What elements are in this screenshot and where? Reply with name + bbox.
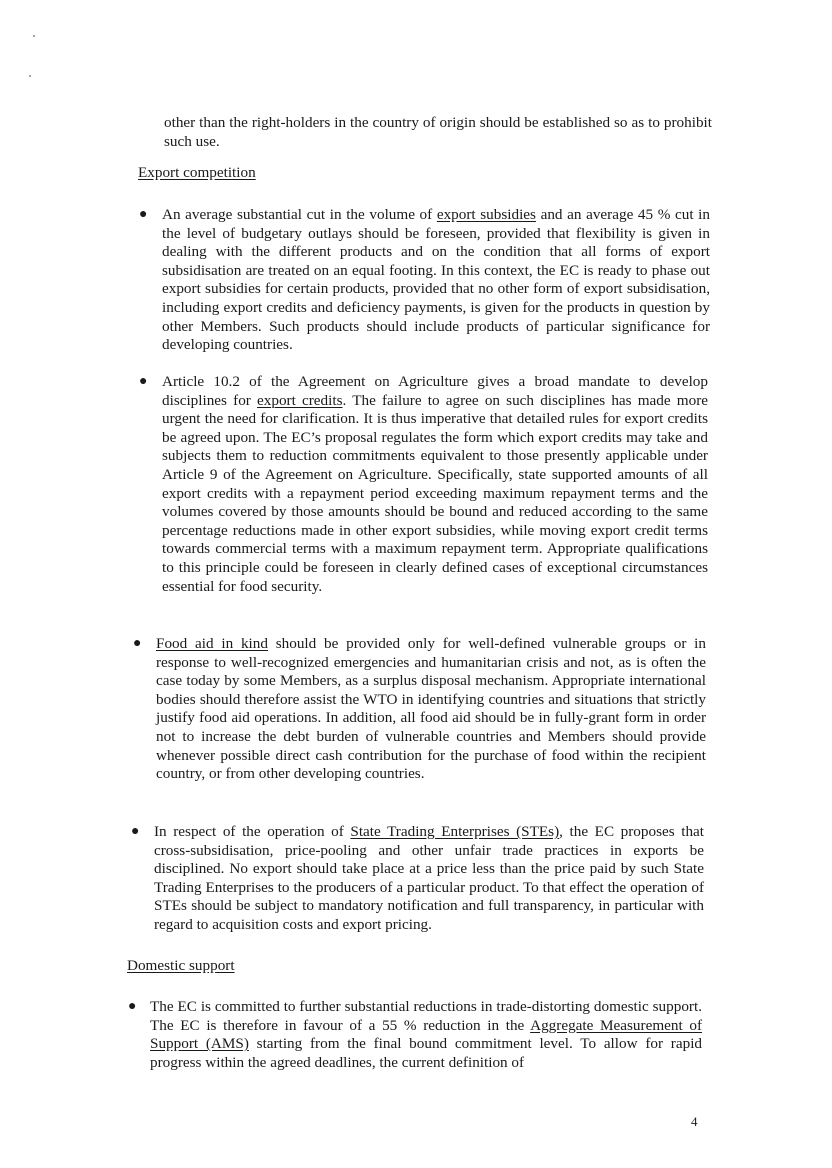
- bullet-icon: ●: [128, 999, 137, 1014]
- intro-paragraph-tail: other than the right-holders in the country of origin should be established so as to prohibit such use.: [164, 114, 712, 150]
- bullet-icon: ●: [133, 636, 142, 651]
- export-subsidies-paragraph: An average substantial cut in the volume of export subsidies and an average 45 % cut in the level of budgetary outlays should be foreseen, provided that flexibility is given in dealing with the different products and on the condition that all forms of export subsidisation are treated on an equal footing. In this context, the EC is ready to phase out export subsidies for certain products, provided that no other form of export subsidisation, including export credits and deficiency payments, is given for the products in question by other Members. Such products should include products of particular significance for developing countries.: [162, 206, 710, 354]
- domestic-support-heading: Domestic support: [127, 957, 235, 974]
- export-credits-paragraph: Article 10.2 of the Agreement on Agriculture gives a broad mandate to develop disciplines for export credits. The failure to agree on such disciplines has made more urgent the need for clarification. It is thus imperative that detailed rules for export credits be agreed upon. The EC’s proposal regulates the form which export credits may take and subjects them to reduction commitments equivalent to those presently applicable under Article 9 of the Agreement on Agriculture. Specifically, state supported amounts of all export credits with a repayment period exceeding maximum repayment terms and the volumes covered by those amounts should be bound and reduced according to the same percentage reductions made in other export subsidies, while moving export credit terms towards commercial terms with a maximum repayment term. Appropriate qualifications to this principle could be foreseen in clearly defined cases of exceptional circumstances essential for food security.: [162, 373, 709, 595]
- bullet-icon: ●: [131, 824, 140, 839]
- underlined-term: Aggregate Measurement of Support (AMS): [150, 1016, 703, 1053]
- underlined-term: State Trading Enterprises (STEs): [350, 823, 560, 840]
- domestic-support-paragraph: The EC is committed to further substantial reductions in trade-distorting domestic support. The EC is therefore in favour of a 55 % reduction in the Aggregate Measurement of Support (AMS) starting from the final bound commitment level. To allow for rapid progress within the agreed deadlines, the current definition of: [150, 998, 703, 1071]
- bullet-icon: ●: [139, 207, 148, 222]
- scan-speck: [33, 35, 35, 37]
- scan-speck: [29, 75, 31, 77]
- page-number: 4: [691, 1114, 698, 1129]
- food-aid-paragraph: Food aid in kind should be provided only for well-defined vulnerable groups or in response to well-recognized emergencies and humanitarian crisis and not, as is often the case today by some Members, as a surplus disposal mechanism. Appropriate international bodies should therefore assist the WTO in identifying countries and situations that strictly justify food aid operations. In addition, all food aid should be in fully-grant form in order not to increase the debt burden of vulnerable countries and Members should provide whenever possible direct cash contribution for the purchase of food within the recipient country, or from other developing countries.: [156, 635, 706, 783]
- underlined-term: Food aid in kind: [156, 635, 268, 652]
- state-trading-enterprises-paragraph: In respect of the operation of State Trading Enterprises (STEs), the EC proposes that cross-subsidisation, price-pooling and other unfair trade practices in exports be disciplined. No export should take place at a price less than the price paid by such State Trading Enterprises to the producers of a particular product. To that effect the operation of STEs should be subject to mandatory notification and full transparency, in particular with regard to acquisition costs and export pricing.: [154, 823, 705, 933]
- underlined-term: export credits: [257, 391, 343, 409]
- bullet-icon: ●: [139, 374, 148, 389]
- export-competition-heading: Export competition: [138, 164, 256, 181]
- underlined-term: export subsidies: [436, 206, 536, 223]
